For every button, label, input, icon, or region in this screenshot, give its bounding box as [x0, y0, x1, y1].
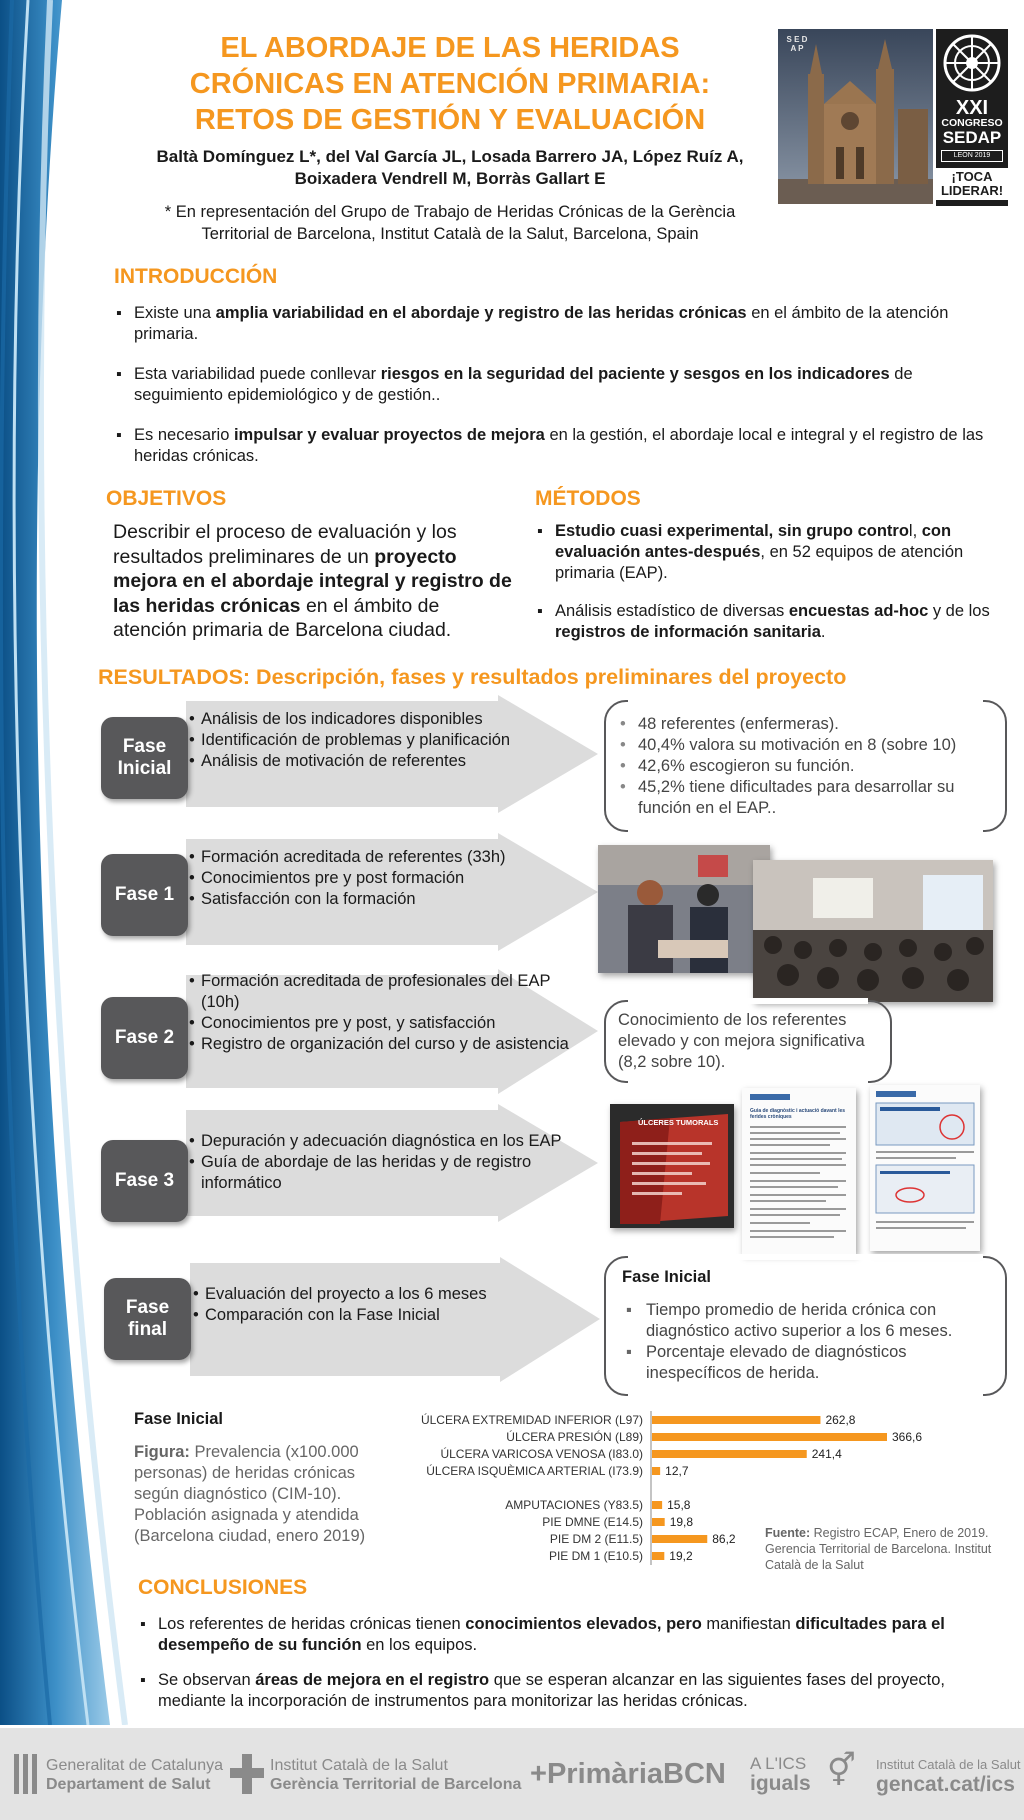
figure-heading: Fase Inicial	[134, 1410, 223, 1428]
plus-icon: +	[530, 1758, 547, 1790]
affiliation: * En representación del Grupo de Trabajo de Heridas Crónicas de la Gerència Territorial de Barcelona, Institut Català de la Salut, Barcelona, Spain	[164, 203, 736, 243]
list-item: • 45,2% tiene dificultades para desarrollar su función en el EAP..	[620, 777, 1005, 819]
metodos-list	[537, 521, 992, 662]
bar	[652, 1501, 662, 1509]
authors: Baltà Domínguez L*, del Val García JL, Losada Barrero JA, López Ruíz A, Boixadera Vendrell M, Borràs Gallart E	[156, 147, 744, 188]
list-item: • Registro de organización del curso y de asistencia	[189, 1034, 569, 1055]
category-label: ÚLCERA PRESIÓN (L89)	[506, 1430, 643, 1444]
conclusiones-list	[140, 1614, 1000, 1731]
primaria-bcn-logo: +PrimàriaBCN	[530, 1758, 726, 1790]
phase-final-items	[193, 1284, 573, 1326]
value-label: 19,2	[669, 1549, 693, 1563]
value-label: 19,8	[669, 1515, 694, 1529]
list-item: ▪ Estudio cuasi experimental, sin grupo control, con evaluación antes-después, en 52 equipos de atención primaria (EAP).	[537, 521, 992, 584]
category-label: PIE DM 2 (E11.5)	[549, 1532, 643, 1546]
list-item: ▪ Análisis estadístico de diversas encuestas ad-hoc y de los registros de información sanitaria.	[537, 601, 992, 643]
gender-symbol-icon: ⚥	[827, 1752, 856, 1788]
list-item: • Guía de abordaje de las heridas y de registro informático	[189, 1152, 569, 1194]
guide-document	[742, 1088, 856, 1254]
bar	[652, 1433, 887, 1441]
figure-caption: Figura: Prevalencia (x100.000 personas) de heridas crónicas según diagnóstico (CIM-10). Población asignada y atendida (Barcelona ciudad, enero 2019)	[134, 1443, 366, 1545]
list-item: • Comparación con la Fase Inicial	[193, 1305, 573, 1326]
list-item: ▪ Existe una amplia variabilidad en el abordaje y registro de las heridas crónicas en el ámbito de la atención primaria.	[116, 303, 986, 345]
gencat-stripes-icon	[14, 1754, 40, 1794]
phase-1-items	[189, 847, 569, 910]
objetivos-text: Describir el proceso de evaluación y los resultados preliminares de un proyecto mejora en el abordaje integral y registro de las heridas crónicas en el ámbito de atención primaria de Barcelona ciudad.	[113, 521, 512, 641]
value-label: 15,8	[667, 1498, 691, 1512]
value-label: 262,8	[825, 1413, 856, 1427]
training-photo-1	[598, 845, 770, 973]
figure-source: Fuente: Registro ECAP, Enero de 2019. Gerencia Territorial de Barcelona. Institut Català de la Salut	[765, 1526, 992, 1572]
rose-window-icon	[942, 33, 1002, 93]
list-item: ▪ Tiempo promedio de herida crónica con diagnóstico activo superior a los 6 meses.	[622, 1300, 1002, 1342]
list-item: • Análisis de los indicadores disponibles	[189, 709, 569, 730]
category-label: ÚLCERA EXTREMIDAD INFERIOR (L97)	[420, 1413, 643, 1427]
result-fase2-text: Conocimiento de los referentes elevado y con mejora significativa (8,2 sobre 10).	[618, 1011, 865, 1071]
list-item: • Identificación de problemas y planificación	[189, 730, 569, 751]
phase-3-items	[189, 1131, 569, 1194]
cathedral-photo	[778, 29, 933, 204]
list-item: • 42,6% escogieron su función.	[620, 756, 1005, 777]
category-label: ÚLCERA ISQUÈMICA ARTERIAL (I73.9)	[426, 1464, 643, 1478]
sedap-letters: S E D A P	[786, 35, 808, 53]
value-label: 366,6	[892, 1430, 923, 1444]
list-item: • 40,4% valora su motivación en 8 (sobre 10)	[620, 735, 1005, 756]
iguals-logo: A L'ICS iguals	[750, 1754, 811, 1795]
category-label: PIE DM 1 (E10.5)	[548, 1549, 643, 1563]
phase-2-items	[189, 971, 569, 1055]
category-label: ÚLCERA VARICOSA VENOSA (I83.0)	[440, 1447, 643, 1461]
intro-list	[116, 303, 986, 486]
list-item: ▪ Se observan áreas de mejora en el registro que se esperan alcanzar en las siguientes fases del proyecto, mediante la incorporación de instrumentos para monitorizar las heridas crónicas.	[140, 1670, 1000, 1712]
phase-3-box: Fase 3	[101, 1140, 188, 1222]
bar	[652, 1450, 807, 1458]
list-item: • Depuración y adecuación diagnóstica en los EAP	[189, 1131, 569, 1152]
list-item: • Formación acreditada de profesionales del EAP (10h)	[189, 971, 569, 1013]
bar	[652, 1416, 820, 1424]
list-item: • 48 referentes (enfermeras).	[620, 714, 1005, 735]
conclusiones-title: CONCLUSIONES	[138, 1576, 308, 1599]
bar	[652, 1467, 660, 1475]
ics-cross-icon	[230, 1754, 264, 1794]
result-final-list	[622, 1300, 1002, 1384]
list-item: ▪ Los referentes de heridas crónicas tienen conocimientos elevados, pero manifiestan dificultades para el desempeño de su función en los equipos.	[140, 1614, 1000, 1656]
resultados-title: RESULTADOS: Descripción, fases y resultados preliminares del proyecto	[98, 665, 847, 689]
result-inicial-list	[620, 714, 1005, 819]
list-item: • Satisfacción con la formación	[189, 889, 569, 910]
list-item: ▪ Porcentaje elevado de diagnósticos inespecíficos de herida.	[622, 1342, 1002, 1384]
bar	[652, 1535, 707, 1543]
guide-title: Guia de diagnòstic i actuació davant les ferides cròniques	[750, 1108, 846, 1120]
value-label: 86,2	[712, 1532, 736, 1546]
list-item: ▪ Esta variabilidad puede conllevar riesgos en la seguridad del paciente y sesgos en los indicadores de seguimiento epidemiológico y de gestión..	[116, 364, 986, 406]
list-item: • Análisis de motivación de referentes	[189, 751, 569, 772]
category-label: PIE DMNE (E14.5)	[542, 1515, 643, 1529]
list-item: • Formación acreditada de referentes (33h)	[189, 847, 569, 868]
objetivos-title: OBJETIVOS	[106, 487, 227, 510]
software-screenshot-doc	[870, 1085, 980, 1251]
phase-inicial-items	[189, 709, 569, 772]
bar	[652, 1552, 664, 1560]
phase-2-box: Fase 2	[101, 997, 188, 1079]
list-item: ▪ Es necesario impulsar y evaluar proyectos de mejora en la gestión, el abordaje local e integral y el registro de las heridas crónicas.	[116, 425, 986, 467]
slide-photo	[610, 1104, 734, 1228]
phase-inicial-box: Fase Inicial	[101, 717, 188, 799]
intro-title: INTRODUCCIÓN	[114, 265, 278, 288]
phase-1-box: Fase 1	[101, 854, 188, 936]
training-photo-2	[753, 860, 993, 1002]
list-item: • Conocimientos pre y post formación	[189, 868, 569, 889]
value-label: 241,4	[811, 1447, 842, 1461]
value-label: 12,7	[665, 1464, 689, 1478]
footer-logos	[0, 1728, 1024, 1820]
poster-title: EL ABORDAJE DE LAS HERIDAS CRÓNICAS EN ATENCIÓN PRIMARIA: RETOS DE GESTIÓN Y EVALUACIÓN	[189, 32, 711, 136]
list-item: • Evaluación del proyecto a los 6 meses	[193, 1284, 573, 1305]
slide-title: ÚLCERES TUMORALS	[638, 1118, 719, 1127]
phase-final-box: Fase final	[104, 1278, 191, 1360]
result-final-title: Fase Inicial	[622, 1268, 711, 1286]
category-label: AMPUTACIONES (Y83.5)	[505, 1498, 643, 1512]
metodos-title: MÉTODOS	[535, 487, 641, 510]
list-item: • Conocimientos pre y post, y satisfacción	[189, 1013, 569, 1034]
bar	[652, 1518, 665, 1526]
gencat-logo: Generalitat de Catalunya Departament de Salut	[46, 1757, 223, 1793]
gencat-ics-logo: Institut Català de la Salut gencat.cat/ics	[876, 1757, 1021, 1796]
ics-gtb-logo: Institut Català de la Salut Gerència Territorial de Barcelona	[270, 1757, 522, 1793]
congreso-logo: XXI CONGRESO SEDAP LEÓN 2019 ¡TOCA LIDERAR!	[936, 29, 1008, 206]
